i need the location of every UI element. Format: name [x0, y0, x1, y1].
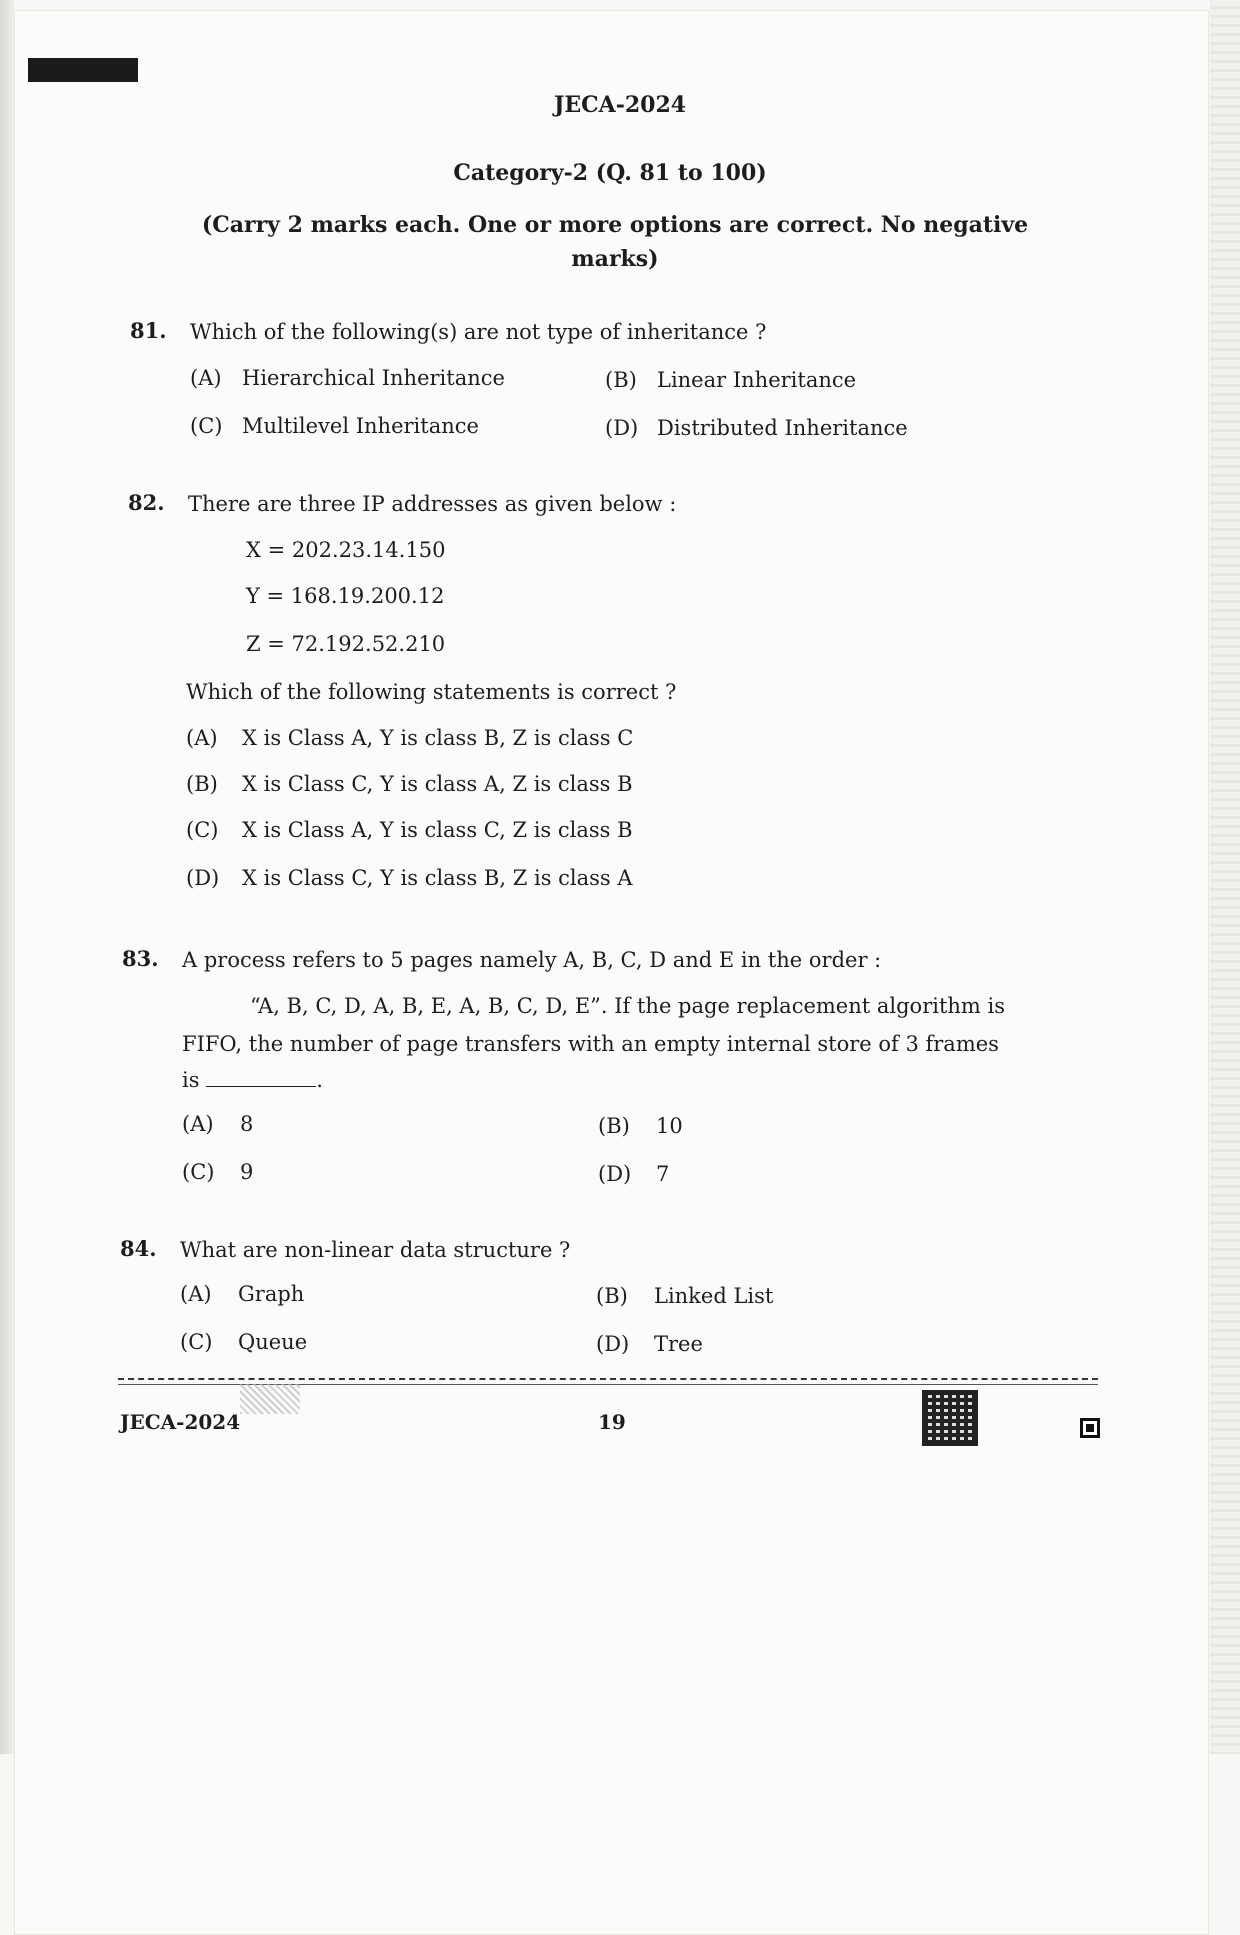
question-81-number: 81.: [130, 318, 167, 343]
question-84-number: 84.: [120, 1236, 157, 1261]
scan-left-edge: [0, 0, 14, 1754]
option-text: X is Class C, Y is class B, Z is class A: [242, 866, 633, 890]
corner-marker-icon: [1080, 1418, 1100, 1438]
option-label: (A): [182, 1112, 214, 1136]
ip-address-x: X = 202.23.14.150: [246, 538, 446, 562]
ip-address-y: Y = 168.19.200.12: [246, 584, 445, 608]
question-82-option-b: [186, 772, 633, 796]
option-text: Linked List: [654, 1284, 774, 1308]
question-84-option-a: [180, 1282, 304, 1306]
question-83-line-4: [182, 1066, 323, 1092]
option-label: (A): [190, 366, 222, 390]
option-label: (A): [180, 1282, 212, 1306]
line-suffix: .: [316, 1068, 323, 1092]
line-prefix: is: [182, 1068, 200, 1092]
option-text: Graph: [238, 1282, 305, 1306]
option-text: Queue: [238, 1330, 308, 1354]
scan-right-edge: [1210, 0, 1240, 1754]
question-81-option-c: [190, 414, 479, 438]
option-text: 8: [240, 1112, 254, 1136]
question-83-option-c: [182, 1160, 253, 1184]
question-83-number: 83.: [122, 946, 159, 971]
marking-instruction: (Carry 2 marks each. One or more options are correct. No negative marks): [201, 212, 1029, 272]
option-text: Tree: [654, 1332, 703, 1356]
option-label: (A): [186, 726, 218, 750]
question-83-option-d: [598, 1162, 669, 1186]
footer-exam-code: JECA-2024: [120, 1410, 241, 1434]
option-text: Hierarchical Inheritance: [242, 366, 505, 390]
header-exam-code: JECA-2024: [553, 92, 687, 118]
black-marker-tab: [28, 58, 138, 82]
option-text: 10: [656, 1114, 683, 1138]
question-84-option-d: [596, 1332, 703, 1356]
footer-dashed-rule: [118, 1378, 1098, 1380]
question-82-option-d: [186, 866, 633, 890]
option-label: (B): [598, 1114, 630, 1138]
category-heading: Category-2 (Q. 81 to 100): [453, 160, 767, 186]
question-81-text: Which of the following(s) are not type of inheritance ?: [190, 320, 767, 344]
question-84-text: What are non-linear data structure ?: [180, 1238, 571, 1262]
option-label: (B): [596, 1284, 628, 1308]
option-text: Multilevel Inheritance: [242, 414, 479, 438]
question-83-line-3: FIFO, the number of page transfers with an empty internal store of 3 frames: [182, 1032, 999, 1056]
question-82-option-a: [186, 726, 633, 750]
option-label: (B): [605, 368, 637, 392]
question-81-option-b: [605, 368, 856, 392]
question-84-option-c: [180, 1330, 307, 1354]
option-label: (D): [598, 1162, 632, 1186]
barcode-stamp: [240, 1384, 300, 1414]
question-83-option-a: [182, 1112, 253, 1136]
question-82-subtext: Which of the following statements is correct ?: [186, 680, 677, 704]
option-label: (D): [605, 416, 639, 440]
option-text: Distributed Inheritance: [657, 416, 908, 440]
question-83-line-2: “A, B, C, D, A, B, E, A, B, C, D, E”. If the page replacement algorithm is: [250, 994, 1005, 1018]
option-text: Linear Inheritance: [657, 368, 857, 392]
question-82-option-c: [186, 818, 633, 842]
page-number: 19: [598, 1410, 626, 1434]
option-text: X is Class A, Y is class B, Z is class C: [242, 726, 634, 750]
qr-code-icon: [922, 1390, 978, 1446]
question-82-number: 82.: [128, 490, 165, 515]
question-81-option-a: [190, 366, 505, 390]
option-label: (C): [180, 1330, 213, 1354]
question-83-text: A process refers to 5 pages namely A, B, C, D and E in the order :: [182, 948, 882, 972]
question-82-text: There are three IP addresses as given below :: [188, 492, 677, 516]
option-text: X is Class C, Y is class A, Z is class B: [242, 772, 633, 796]
option-text: X is Class A, Y is class C, Z is class B: [242, 818, 633, 842]
option-label: (D): [186, 866, 220, 890]
option-label: (C): [190, 414, 223, 438]
option-text: 7: [656, 1162, 670, 1186]
question-84-option-b: [596, 1284, 773, 1308]
question-83-option-b: [598, 1114, 683, 1138]
option-label: (B): [186, 772, 218, 796]
answer-blank: [206, 1066, 316, 1087]
option-text: 9: [240, 1160, 254, 1184]
ip-address-z: Z = 72.192.52.210: [246, 632, 446, 656]
option-label: (C): [186, 818, 219, 842]
option-label: (D): [596, 1332, 630, 1356]
question-81-option-d: [605, 416, 908, 440]
option-label: (C): [182, 1160, 215, 1184]
